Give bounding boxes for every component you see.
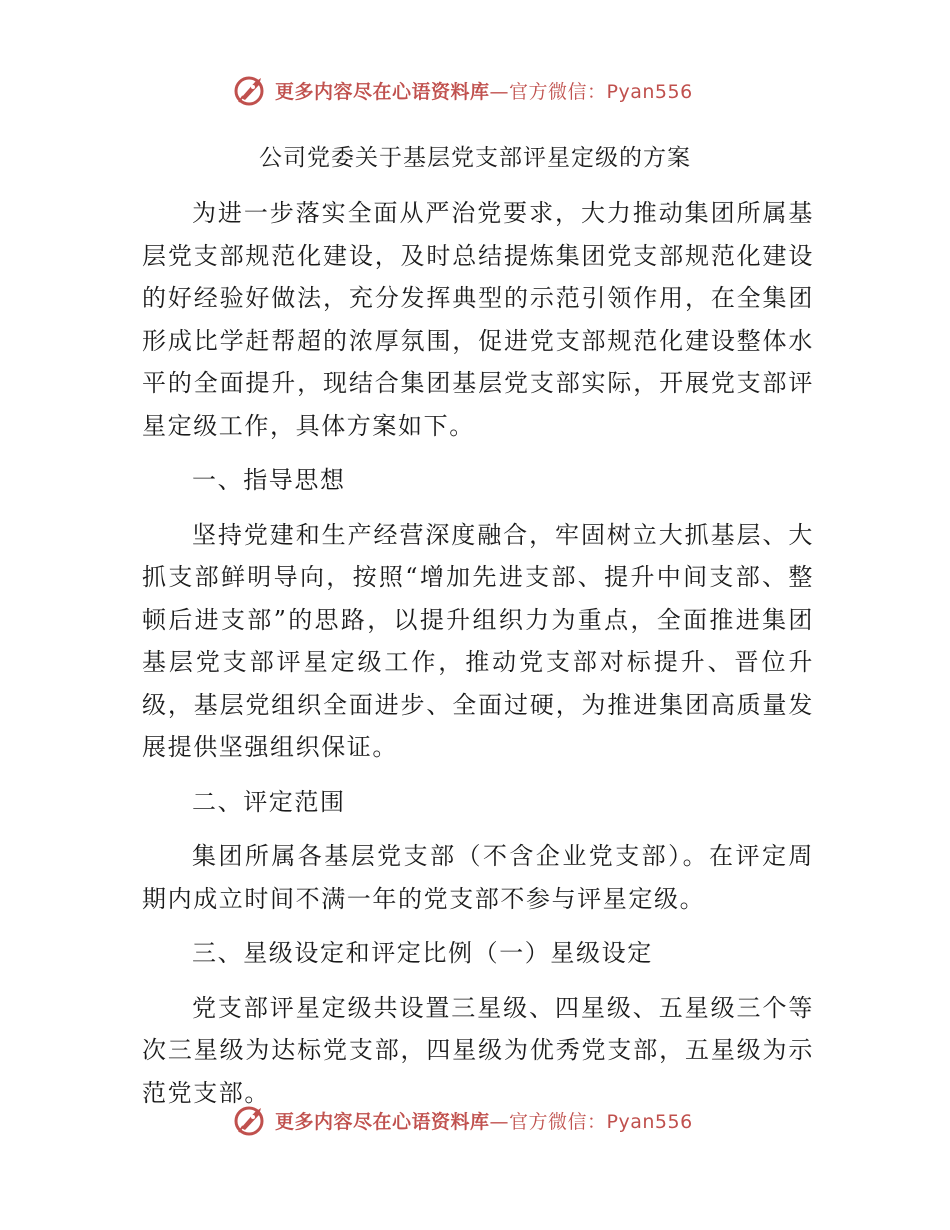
section-heading-scope: 二、评定范围 (192, 787, 346, 816)
section-body-star-levels: 党支部评星定级共设置三星级、四星级、五星级三个等次三星级为达标党支部，四星级为优秀党支部，五星级为示范党支部。 (142, 993, 814, 1107)
section-heading-star-levels: 三、星级设定和评定比例（一）星级设定 (192, 939, 653, 967)
intro-paragraph: 为进一步落实全面从严治党要求，大力推动集团所属基层党支部规范化建设，及时总结提炼集团党支部规范化建设的好经验好做法，充分发挥典型的示范引领作用，在全集团形成比学赶帮超的浓厚氛围，促进党支部规范化建设整体水平的全面提升，现结合集团基层党支部实际，开展党支部评星定级工作，具体方案如下。 (142, 199, 814, 440)
document-title: 公司党委关于基层党支部评星定级的方案 (259, 145, 691, 171)
watermark-main-text: 更多内容尽在心语资料库 (275, 1110, 490, 1133)
watermark-text (275, 77, 693, 104)
watermark-main-text: 更多内容尽在心语资料库 (275, 80, 490, 103)
document-body (142, 192, 814, 1114)
footer-watermark (233, 1100, 693, 1140)
watermark-text (275, 1107, 693, 1134)
section-body-guiding-ideology: 坚持党建和生产经营深度融合，牢固树立大抓基层、大抓支部鲜明导向，按照“增加先进支部、提升中间支部、整顿后进支部”的思路，以提升组织力为重点，全面推进集团基层党支部评星定级工作，推动党支部对标提升、晋位升级，基层党组织全面进步、全面过硬，为推进集团高质量发展提供坚强组织保证。 (142, 520, 814, 761)
header-watermark (233, 70, 693, 110)
watermark-contact-text: —官方微信：Pyan556 (489, 80, 693, 103)
watermark-contact-text: —官方微信：Pyan556 (489, 1110, 693, 1133)
pen-nib-logo-icon (233, 1102, 269, 1138)
pen-nib-logo-icon (233, 72, 269, 108)
section-heading-guiding-ideology: 一、指导思想 (192, 466, 346, 494)
section-body-scope: 集团所属各基层党支部（不含企业党支部）。在评定周期内成立时间不满一年的党支部不参与评星定级。 (142, 842, 814, 913)
